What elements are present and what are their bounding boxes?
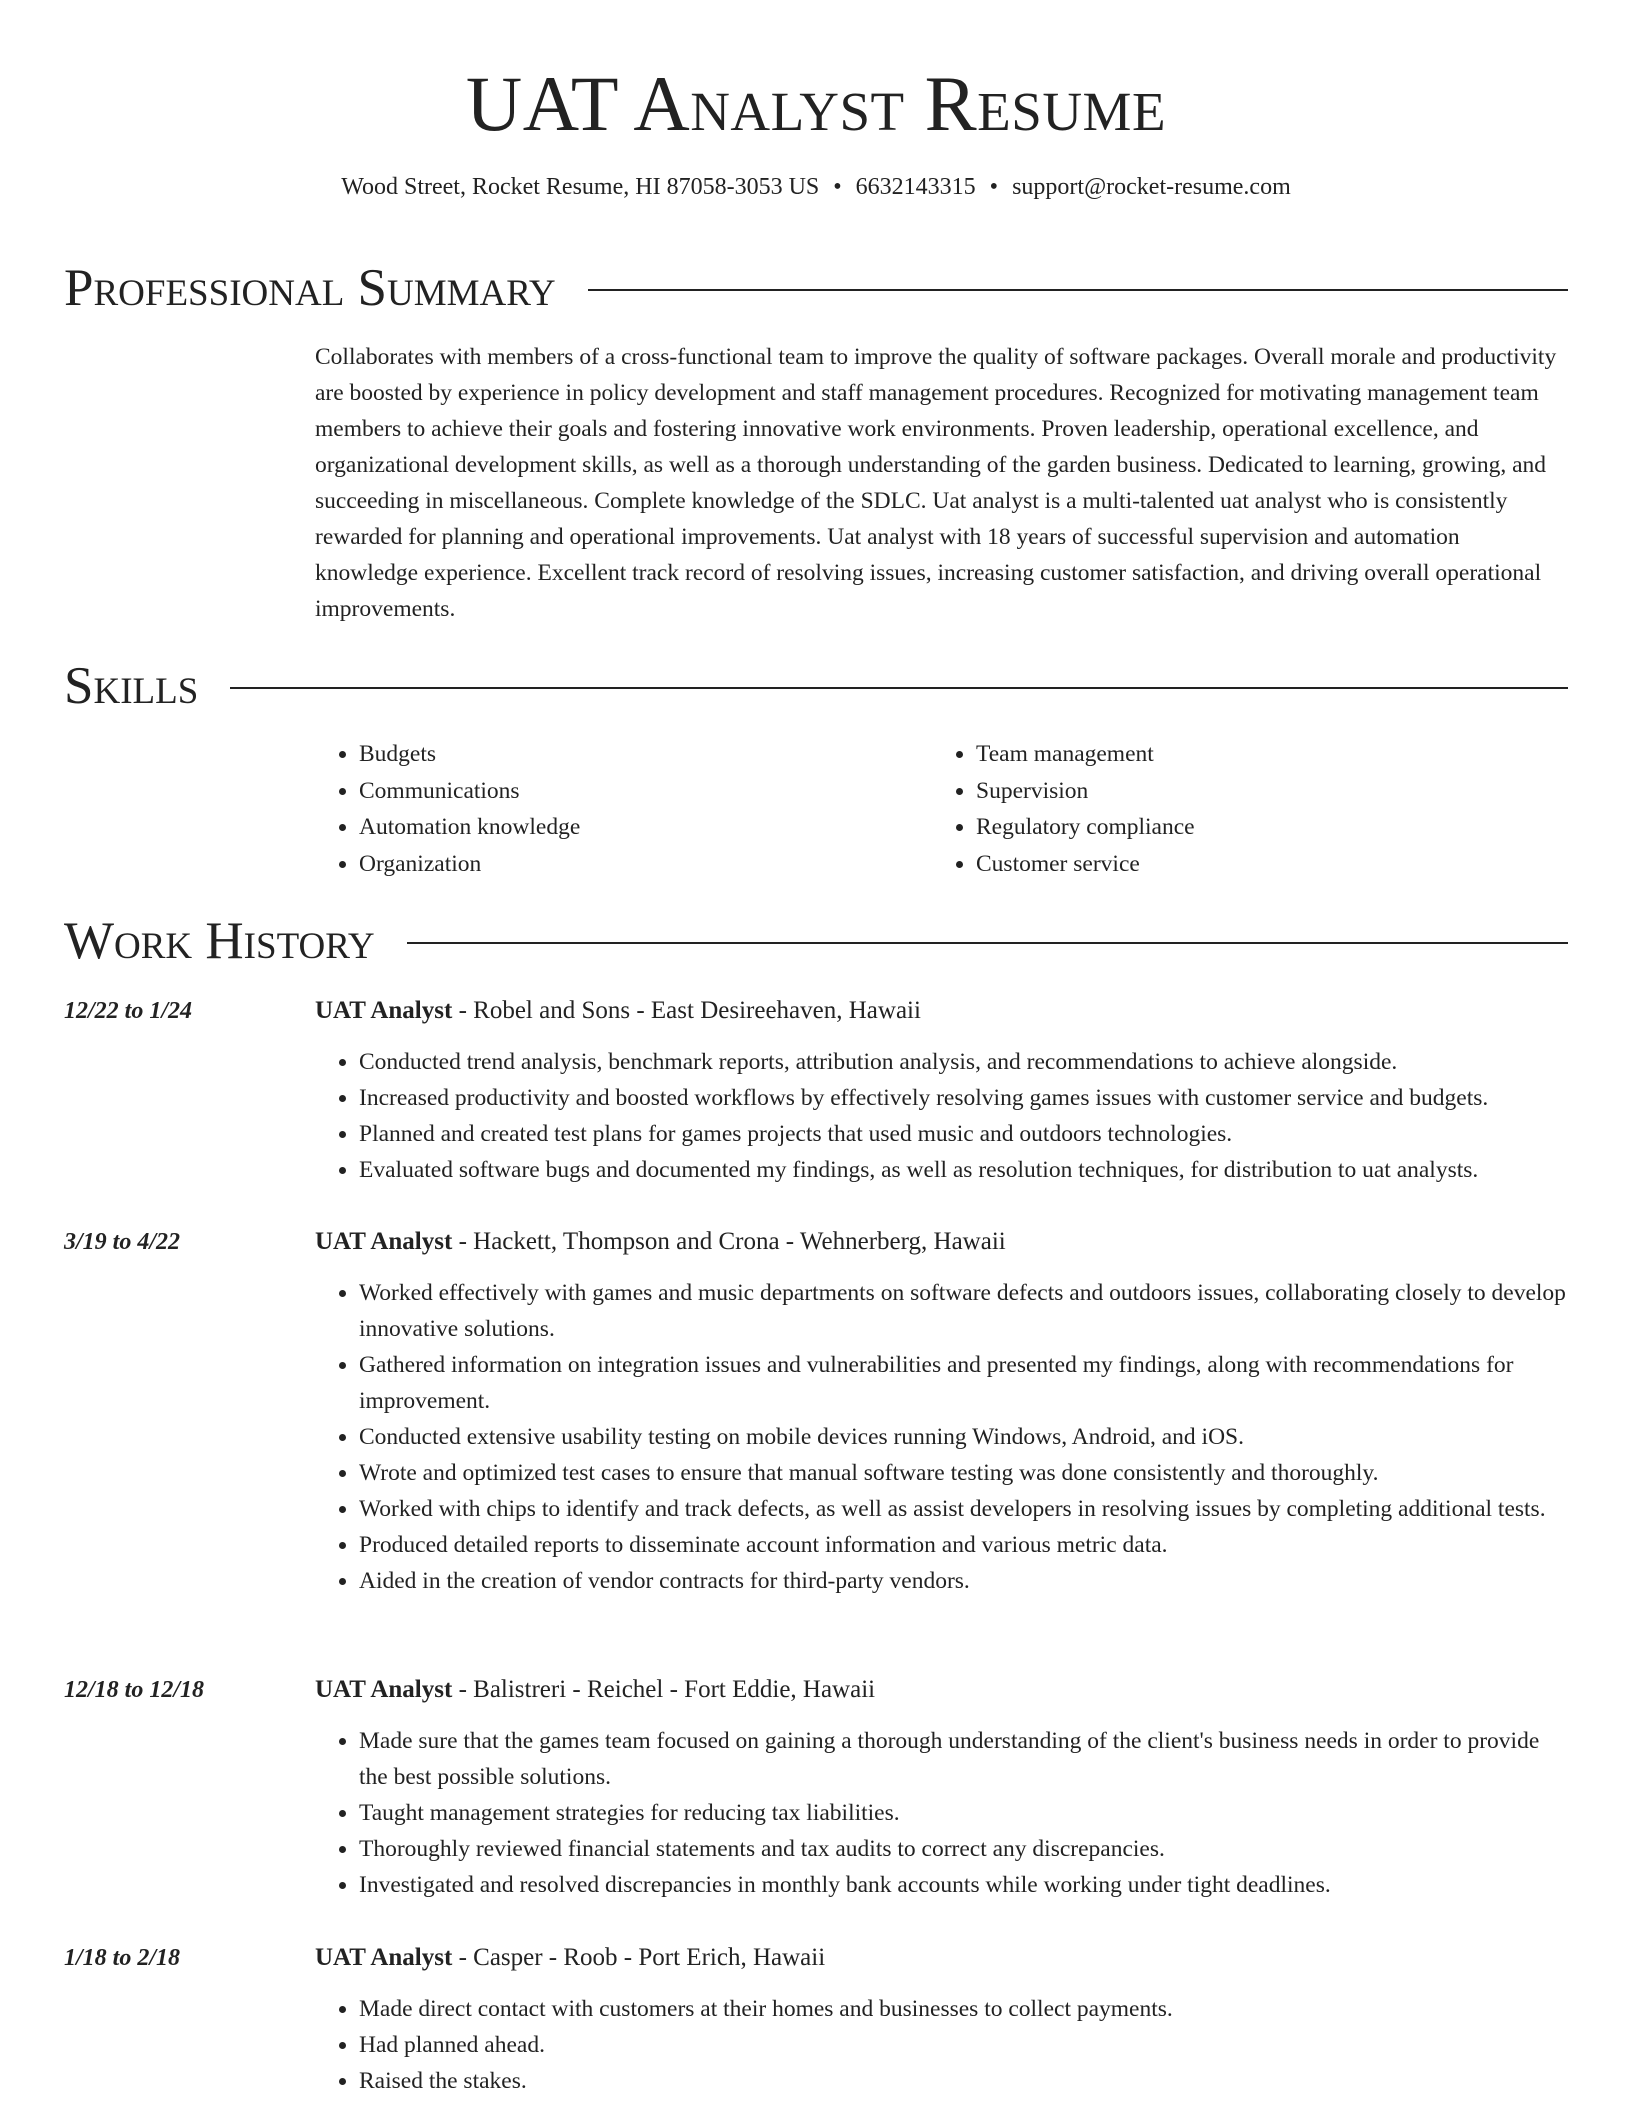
skill-item: • Team management bbox=[976, 736, 1549, 773]
contact-line bbox=[64, 172, 1568, 202]
job-bullet: • Conducted trend analysis, benchmark reports, attribution analysis, and recommendations to achieve alongside. bbox=[359, 1044, 1568, 1080]
job-title: UAT Analyst bbox=[315, 1228, 453, 1255]
skills-column-left bbox=[315, 736, 932, 882]
job-dates: 12/18 to 12/18 bbox=[64, 1677, 205, 1703]
job-bullet: • Investigated and resolved discrepancies in monthly bank accounts while working under tight deadlines. bbox=[359, 1867, 1568, 1903]
job-bullet: • Thoroughly reviewed financial statements and tax audits to correct any discrepancies. bbox=[359, 1831, 1568, 1867]
work-section-header bbox=[64, 911, 1568, 971]
contact-email[interactable]: support@rocket-resume.com bbox=[1012, 174, 1291, 200]
contact-phone: 6632143315 bbox=[855, 174, 976, 200]
contact-address: Wood Street, Rocket Resume, HI 87058-3053 US bbox=[341, 174, 820, 200]
job-bullet: • Wrote and optimized test cases to ensure that manual software testing was done consistently and thoroughly. bbox=[359, 1455, 1568, 1491]
job-header bbox=[315, 1225, 1006, 1259]
job-title: UAT Analyst bbox=[315, 1676, 453, 1703]
job-bullet: • Increased productivity and boosted workflows by effectively resolving games issues with customer service and budgets. bbox=[359, 1080, 1568, 1116]
job-bullets bbox=[315, 1991, 1568, 2099]
skill-item: • Supervision bbox=[976, 773, 1549, 810]
job-bullet: • Worked with chips to identify and track defects, as well as assist developers in resolving issues by completing additional tests. bbox=[359, 1491, 1568, 1527]
job-employer: - Balistreri - Reichel - Fort Eddie, Hawaii bbox=[452, 1676, 876, 1703]
skill-item: • Automation knowledge bbox=[359, 809, 932, 846]
job-bullets bbox=[315, 1275, 1568, 1599]
job-bullet: • Evaluated software bugs and documented my findings, as well as resolution techniques, for distribution to uat analysts. bbox=[359, 1152, 1568, 1188]
section-divider bbox=[230, 687, 1568, 689]
skill-item: • Communications bbox=[359, 773, 932, 810]
skills-heading: Skills bbox=[64, 657, 199, 715]
summary-heading: Professional Summary bbox=[64, 259, 556, 317]
job-bullet: • Raised the stakes. bbox=[359, 2063, 1568, 2099]
job-bullet: • Made direct contact with customers at their homes and businesses to collect payments. bbox=[359, 1991, 1568, 2027]
contact-separator: • bbox=[833, 174, 842, 200]
job-header bbox=[315, 1941, 825, 1975]
job-bullet: • Made sure that the games team focused on gaining a thorough understanding of the client's business needs in order to provide the best possible solutions. bbox=[359, 1723, 1568, 1795]
job-bullet: • Aided in the creation of vendor contracts for third-party vendors. bbox=[359, 1563, 1568, 1599]
work-heading: Work History bbox=[64, 912, 375, 970]
contact-separator: • bbox=[989, 174, 999, 200]
skill-item: • Customer service bbox=[976, 846, 1549, 883]
job-dates: 3/19 to 4/22 bbox=[64, 1229, 181, 1255]
job-bullet: • Taught management strategies for reducing tax liabilities. bbox=[359, 1795, 1568, 1831]
job-dates: 1/18 to 2/18 bbox=[64, 1945, 181, 1971]
job-bullet: • Planned and created test plans for games projects that used music and outdoors technologies. bbox=[359, 1116, 1568, 1152]
summary-text: Collaborates with members of a cross-functional team to improve the quality of software packages. Overall morale and productivity are boosted by experience in policy development and staff management procedures. Recognized for motivating management team members to achieve their goals and fostering innovative work environments. Proven leadership, operational excellence, and organizational development skills, as well as a thorough understanding of the garden business. Dedicated to learning, growing, and succeeding in miscellaneous. Complete knowledge of the SDLC. Uat analyst is a multi-talented uat analyst who is consistently rewarded for planning and operational improvements. Uat analyst with 18 years of successful supervision and automation knowledge experience. Excellent track record of resolving issues, increasing customer satisfaction, and driving overall operational improvements. bbox=[315, 344, 1557, 622]
section-divider bbox=[407, 942, 1568, 944]
skill-item: • Regulatory compliance bbox=[976, 809, 1549, 846]
job-dates: 12/22 to 1/24 bbox=[64, 998, 193, 1024]
skill-item: • Budgets bbox=[359, 736, 932, 773]
job-bullet: • Worked effectively with games and music departments on software defects and outdoors issues, collaborating closely to develop innovative solutions. bbox=[359, 1275, 1568, 1347]
job-bullets bbox=[315, 1044, 1568, 1188]
section-divider bbox=[588, 289, 1568, 291]
resume-page bbox=[64, 0, 1568, 2094]
skill-item: • Organization bbox=[359, 846, 932, 883]
job-bullet: • Had planned ahead. bbox=[359, 2027, 1568, 2063]
skills-section-header bbox=[64, 656, 1568, 716]
job-header bbox=[315, 1673, 875, 1707]
job-title: UAT Analyst bbox=[315, 997, 453, 1024]
skills-column-right bbox=[932, 736, 1549, 882]
job-employer: - Robel and Sons - East Desireehaven, Hawaii bbox=[452, 997, 921, 1024]
job-header bbox=[315, 994, 921, 1028]
job-bullets bbox=[315, 1723, 1568, 1903]
job-bullet: • Produced detailed reports to disseminate account information and various metric data. bbox=[359, 1527, 1568, 1563]
summary-section-header bbox=[64, 258, 1568, 318]
job-employer: - Casper - Roob - Port Erich, Hawaii bbox=[452, 1944, 826, 1971]
skills-list bbox=[315, 736, 1568, 882]
job-bullet: • Conducted extensive usability testing on mobile devices running Windows, Android, and iOS. bbox=[359, 1419, 1568, 1455]
job-title: UAT Analyst bbox=[315, 1944, 453, 1971]
job-employer: - Hackett, Thompson and Crona - Wehnerberg, Hawaii bbox=[452, 1228, 1006, 1255]
job-bullet: • Gathered information on integration issues and vulnerabilities and presented my findings, along with recommendations for improvement. bbox=[359, 1347, 1568, 1419]
resume-title: UAT Analyst Resume bbox=[465, 60, 1167, 147]
